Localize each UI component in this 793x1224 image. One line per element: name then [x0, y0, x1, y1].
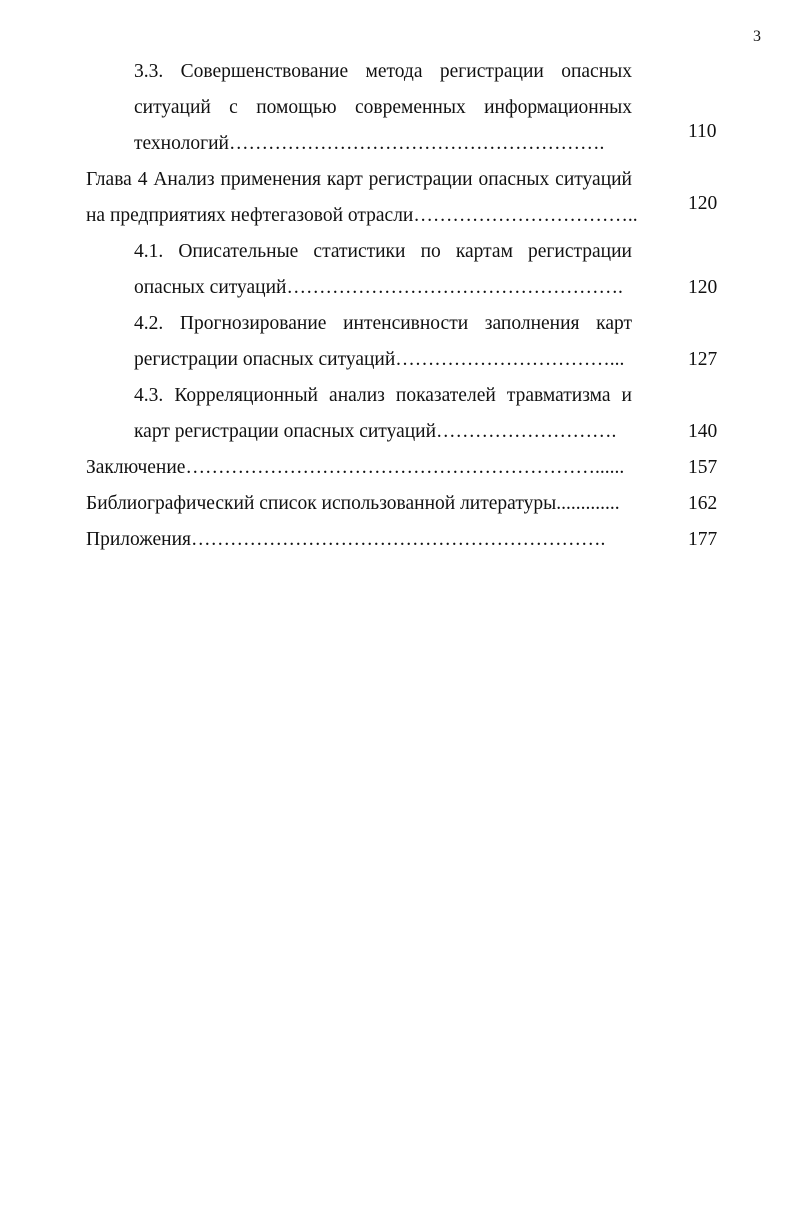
- toc-page-number: 157: [688, 457, 718, 478]
- page-number: 3: [753, 28, 761, 45]
- toc-entry-text: Глава 4 Анализ применения карт регистрации опасных ситуаций: [86, 169, 632, 190]
- toc-entry-text: карт регистрации опасных ситуаций……………………….: [134, 421, 617, 442]
- toc-page-number: 177: [688, 529, 718, 550]
- toc-entry-text: регистрации опасных ситуаций……………………………...: [134, 349, 625, 370]
- toc-entry-text: ситуаций с помощью современных информационных: [134, 97, 632, 118]
- toc-page-number: 110: [688, 121, 717, 142]
- toc-entry-text: Заключение………………………………………………………......: [86, 457, 625, 478]
- toc-entry-text: 4.2. Прогнозирование интенсивности заполнения карт: [134, 313, 632, 334]
- toc-entry-text: 4.3. Корреляционный анализ показателей травматизма и: [134, 385, 632, 406]
- toc-entry-text: Приложения……………………………………………………….: [86, 529, 606, 550]
- toc-page-number: 120: [688, 193, 718, 214]
- toc-entry-text: Библиографический список использованной литературы.............: [86, 493, 620, 514]
- toc-entry-text: технологий………………………………………………….: [134, 133, 605, 154]
- toc-page-number: 140: [688, 421, 718, 442]
- toc-page-number: 127: [688, 349, 718, 370]
- toc-entry-text: 4.1. Описательные статистики по картам регистрации: [134, 241, 632, 262]
- toc-entry-text: на предприятиях нефтегазовой отрасли……………………………..: [86, 205, 638, 226]
- toc-page-number: 120: [688, 277, 718, 298]
- toc-entry-text: 3.3. Совершенствование метода регистрации опасных: [134, 61, 632, 82]
- toc-entry-text: опасных ситуаций…………………………………………….: [134, 277, 623, 298]
- toc-page-number: 162: [688, 493, 718, 514]
